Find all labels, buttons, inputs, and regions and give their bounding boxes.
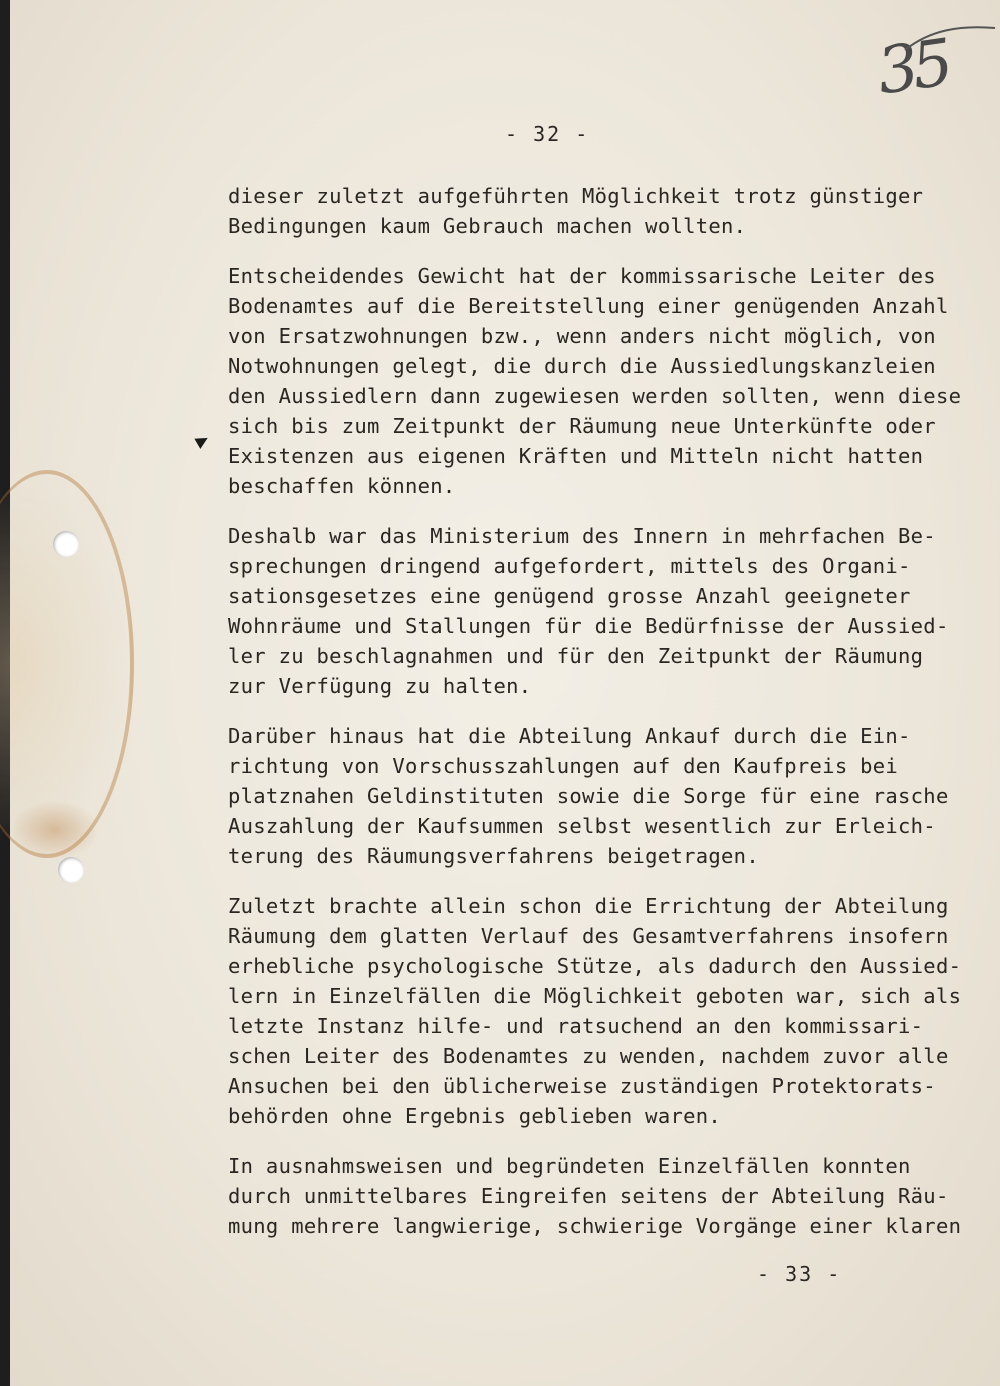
text-line: sprechungen dringend aufgefordert, mittels des Organi-	[228, 554, 911, 578]
text-line: erhebliche psychologische Stütze, als dadurch den Aussied-	[228, 954, 962, 978]
text-line: lern in Einzelfällen die Möglichkeit geboten war, sich als	[228, 984, 962, 1008]
text-line: terung des Räumungsverfahrens beigetragen.	[228, 844, 759, 868]
paragraph-6	[228, 1151, 962, 1241]
text-line: Entscheidendes Gewicht hat der kommissarische Leiter des	[228, 264, 936, 288]
text-line: zur Verfügung zu halten.	[228, 674, 532, 698]
paragraph-1	[228, 181, 948, 241]
text-line: behörden ohne Ergebnis geblieben waren.	[228, 1104, 722, 1128]
water-stain	[0, 470, 134, 858]
text-line: ler zu beschlagnahmen und für den Zeitpunkt der Räumung	[228, 644, 924, 668]
text-line: von Ersatzwohnungen bzw., wenn anders nicht möglich, von	[228, 324, 936, 348]
water-stain-lower	[10, 800, 100, 860]
text-line: den Aussiedlern dann zugewiesen werden sollten, wenn diese	[228, 384, 962, 408]
text-line: Deshalb war das Ministerium des Innern in mehrfachen Be-	[228, 524, 936, 548]
text-line: durch unmittelbares Eingreifen seitens der Abteilung Räu-	[228, 1184, 949, 1208]
text-line: schen Leiter des Bodenamtes zu wenden, nachdem zuvor alle	[228, 1044, 949, 1068]
margin-mark: ▲	[190, 428, 218, 452]
text-line: platznahen Geldinstituten sowie die Sorge für eine rasche	[228, 784, 949, 808]
page-number: - 32 -	[505, 122, 590, 146]
paragraph-5	[228, 891, 962, 1131]
paragraph-2	[228, 261, 962, 501]
text-line: letzte Instanz hilfe- und ratsuchend an den kommissari-	[228, 1014, 924, 1038]
text-line: Zuletzt brachte allein schon die Errichtung der Abteilung	[228, 894, 949, 918]
text-line: richtung von Vorschusszahlungen auf den Kaufpreis bei	[228, 754, 899, 778]
text-line: dieser zuletzt aufgeführten Möglichkeit trotz günstiger	[228, 184, 924, 208]
text-line: sationsgesetzes eine genügend grosse Anzahl geeigneter	[228, 584, 911, 608]
punch-hole-lower	[58, 857, 84, 883]
text-line: In ausnahmsweisen und begründeten Einzelfällen konnten	[228, 1154, 911, 1178]
text-line: Wohnräume und Stallungen für die Bedürfnisse der Aussied-	[228, 614, 949, 638]
text-line: Bedingungen kaum Gebrauch machen wollten.	[228, 214, 747, 238]
text-line: Räumung dem glatten Verlauf des Gesamtverfahrens insofern	[228, 924, 949, 948]
punch-hole-upper	[53, 531, 79, 557]
text-line: beschaffen können.	[228, 474, 456, 498]
text-line: Ansuchen bei den üblicherweise zuständigen Protektorats-	[228, 1074, 936, 1098]
text-line: Darüber hinaus hat die Abteilung Ankauf durch die Ein-	[228, 724, 911, 748]
handwritten-folio-number: 35	[872, 26, 952, 110]
text-line: Notwohnungen gelegt, die durch die Aussiedlungskanzleien	[228, 354, 936, 378]
text-line: mung mehrere langwierige, schwierige Vorgänge einer klaren	[228, 1214, 962, 1238]
document-body	[228, 181, 962, 1261]
text-line: Bodenamtes auf die Bereitstellung einer genügenden Anzahl	[228, 294, 949, 318]
scan-edge	[0, 0, 10, 1386]
paragraph-3	[228, 521, 948, 701]
text-line: sich bis zum Zeitpunkt der Räumung neue Unterkünfte oder	[228, 414, 936, 438]
text-line: Auszahlung der Kaufsummen selbst wesentlich zur Erleich-	[228, 814, 936, 838]
text-line: Existenzen aus eigenen Kräften und Mitteln nicht hatten	[228, 444, 924, 468]
paragraph-4	[228, 721, 948, 871]
catchword-next-page: - 33 -	[757, 1262, 842, 1286]
folio-pen-stroke	[900, 20, 1000, 80]
